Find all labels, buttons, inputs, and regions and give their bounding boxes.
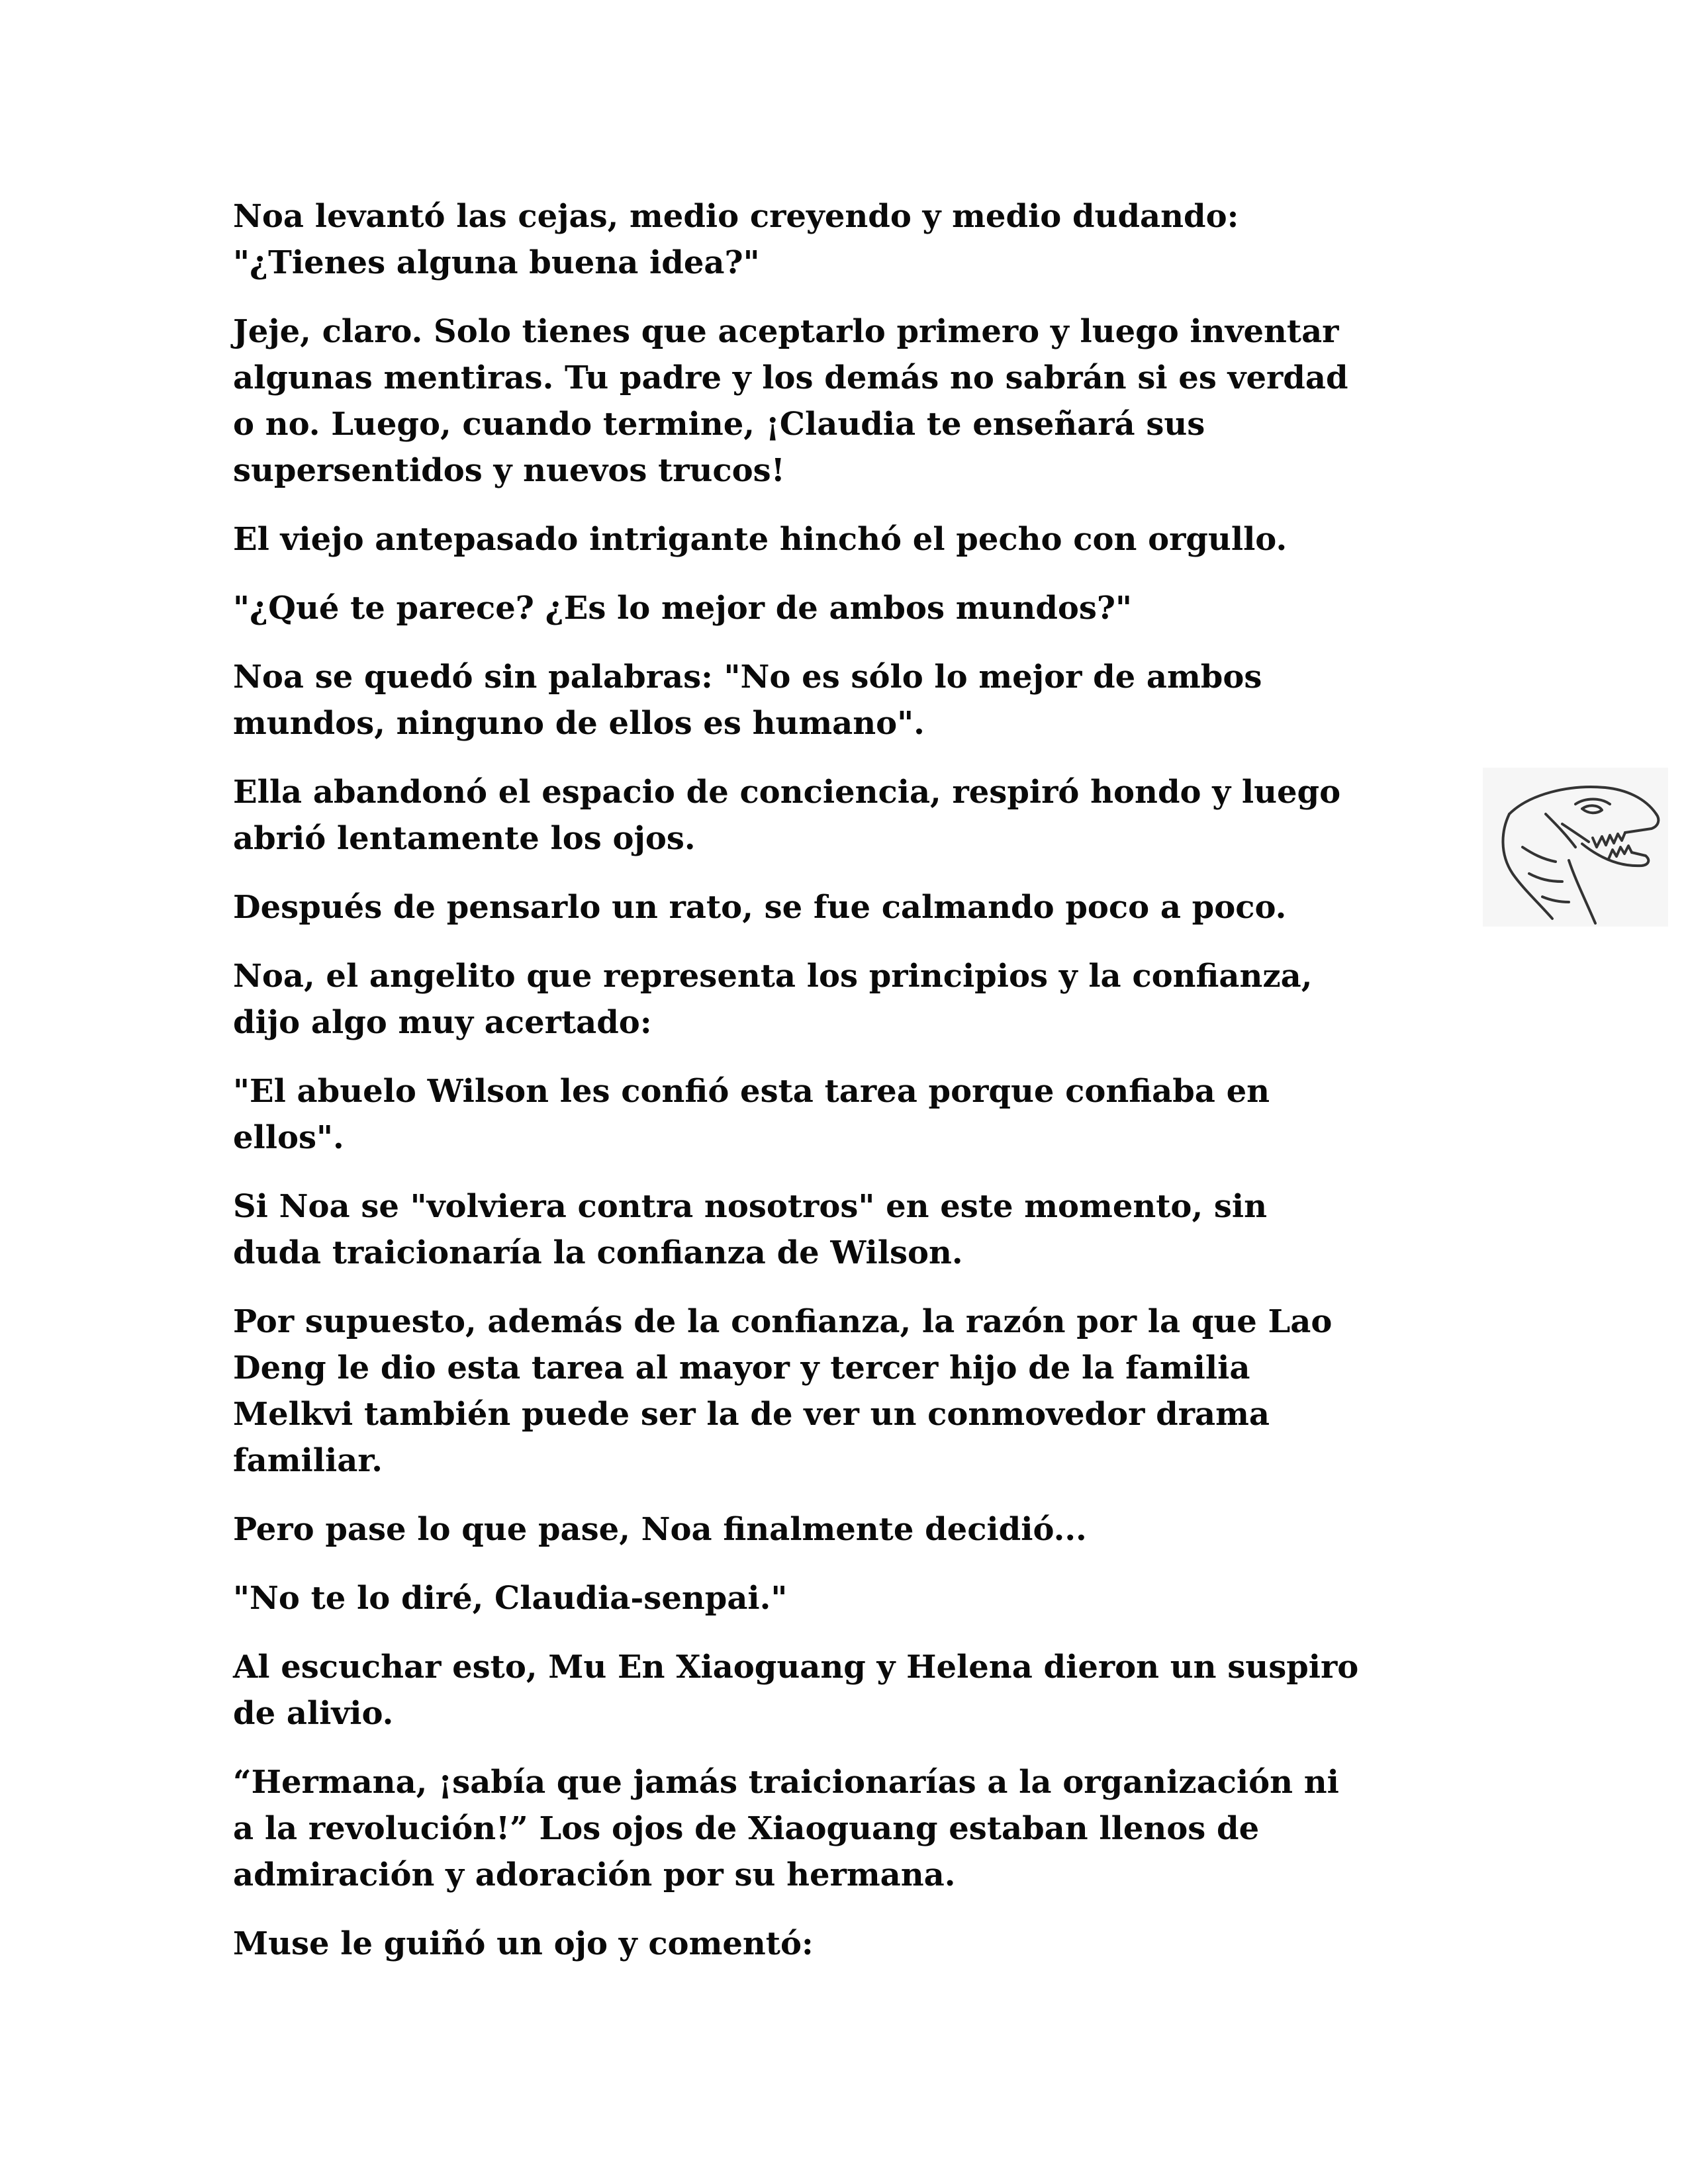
paragraph-4: "¿Qué te parece? ¿Es lo mejor de ambos mundos?" [233,590,1133,627]
paragraph-3: El viejo antepasado intrigante hinchó el pecho con orgullo. [233,521,1288,558]
paragraph-7: Después de pensarlo un rato, se fue calmando poco a poco. [233,889,1287,926]
paragraph-15: “Hermana, ¡sabía que jamás traicionarías a la organización ni a la revolución!” Los ojos de Xiaoguang estaban llenos de admiración y adoración por su hermana. [233,1764,1339,1893]
paragraph-8: Noa, el angelito que representa los principios y la confianza, dijo algo muy acertado: [233,958,1313,1041]
paragraph-10: Si Noa se "volviera contra nosotros" en este momento, sin duda traicionaría la confianza de Wilson. [233,1188,1268,1271]
paragraph-11: Por supuesto, además de la confianza, la razón por la que Lao Deng le dio esta tarea al mayor y tercer hijo de la familia Melkvi también puede ser la de ver un conmovedor drama familiar. [233,1303,1333,1479]
paragraph-2: Jeje, claro. Solo tienes que aceptarlo primero y luego inventar algunas mentiras. Tu padre y los demás no sabrán si es verdad o no. Luego, cuando termine, ¡Claudia te enseñará sus supersentidos y nuevos trucos! [233,313,1348,489]
dinosaur-sketch-icon [1483,768,1668,927]
paragraph-5: Noa se quedó sin palabras: "No es sólo lo mejor de ambos mundos, ninguno de ellos es humano". [233,659,1262,742]
paragraph-14: Al escuchar esto, Mu En Xiaoguang y Helena dieron un suspiro de alivio. [233,1649,1359,1732]
paragraph-9: "El abuelo Wilson les confió esta tarea porque confiaba en ellos". [233,1073,1270,1156]
paragraph-12: Pero pase lo que pase, Noa finalmente decidió... [233,1511,1087,1548]
paragraph-16: Muse le guiñó un ojo y comentó: [233,1925,814,1962]
paragraph-1: Noa levantó las cejas, medio creyendo y medio dudando: "¿Tienes alguna buena idea?" [233,198,1239,281]
paragraph-6: Ella abandonó el espacio de conciencia, respiró hondo y luego abrió lentamente los ojos. [233,774,1341,857]
story-text [233,193,1477,1989]
paragraph-13: "No te lo diré, Claudia-senpai." [233,1580,788,1617]
